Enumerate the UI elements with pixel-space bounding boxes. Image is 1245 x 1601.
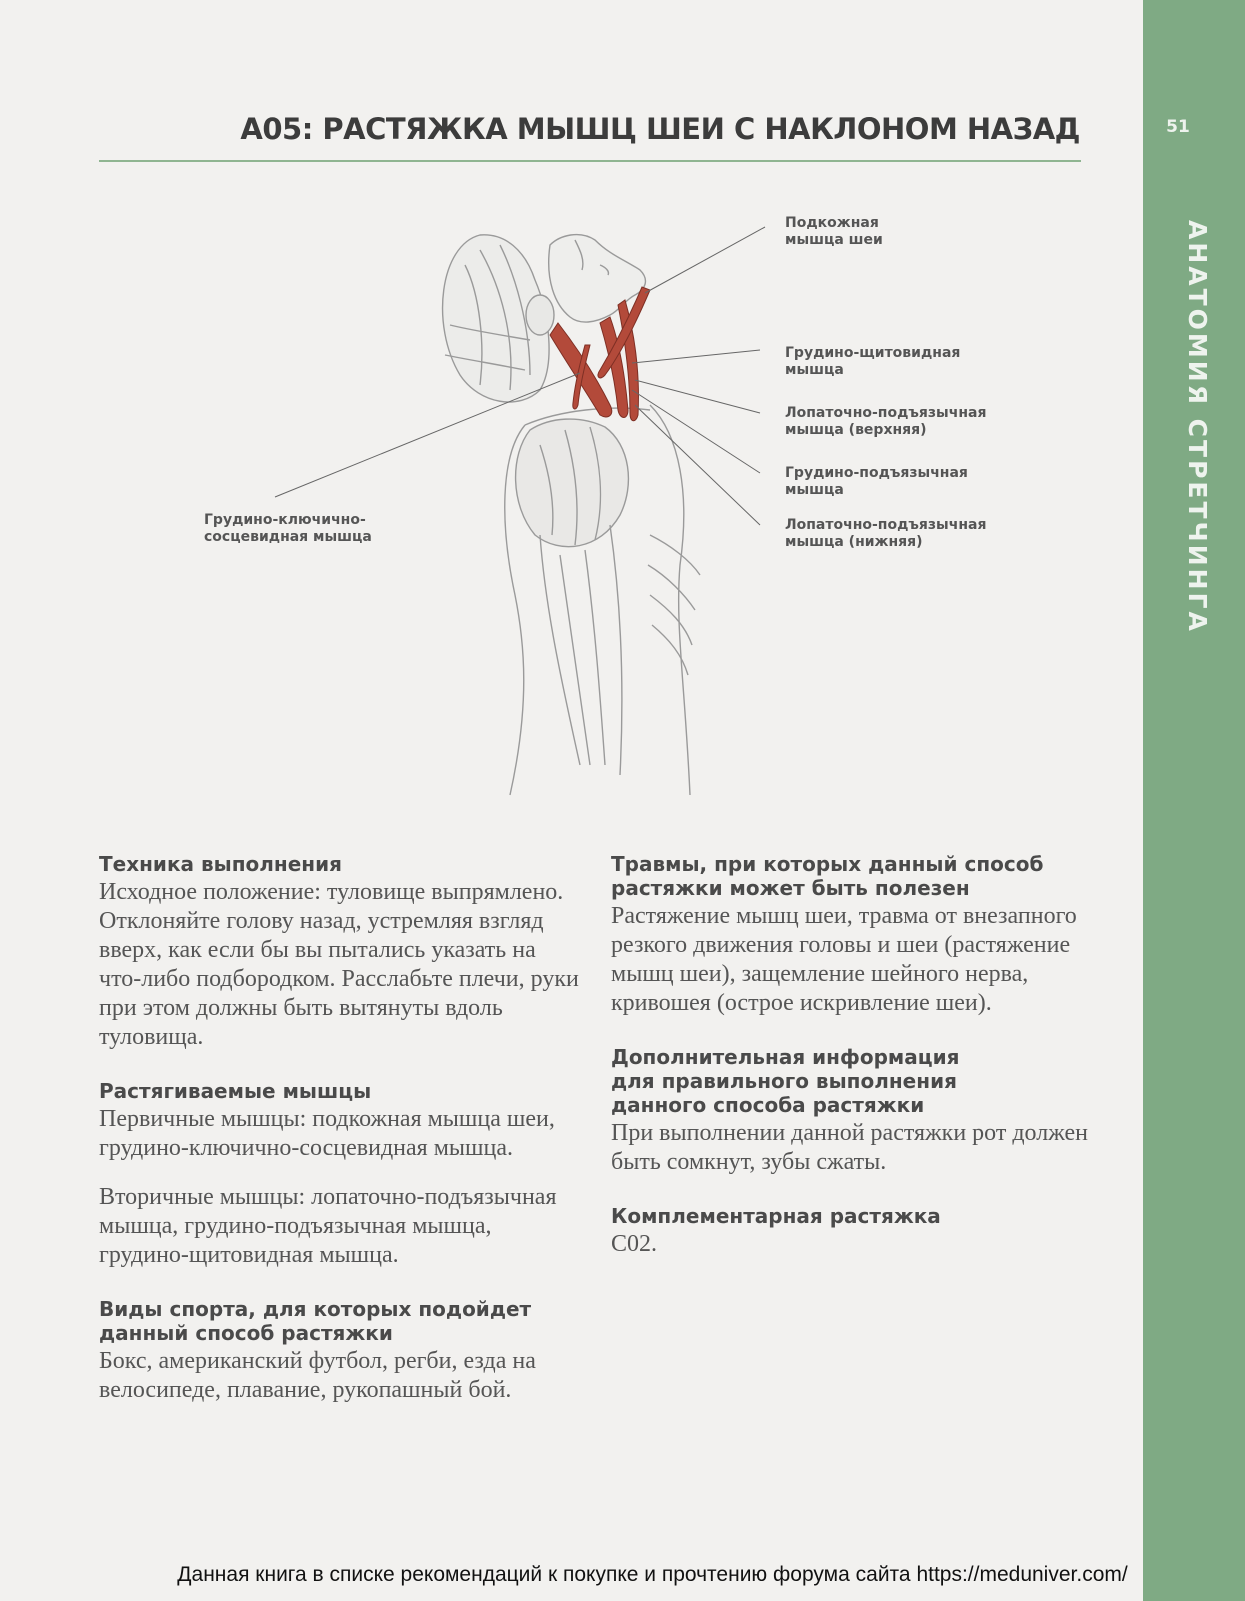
- title-divider: [99, 160, 1081, 162]
- section-tab-label: АНАТОМИЯ СТРЕТЧИНГА: [1183, 220, 1212, 634]
- label-line: Лопаточно-подъязычная: [785, 517, 987, 533]
- heading-line: для правильного выполнения: [611, 1069, 957, 1093]
- additional-text: При выполнении данной растяжки рот должен быть сомкнут, зубы сжаты.: [611, 1120, 1088, 1175]
- additional-section: [611, 1045, 1091, 1177]
- label-line: Грудино-подъязычная: [785, 465, 968, 481]
- label-line: Лопаточно-подъязычная: [785, 405, 987, 421]
- sports-heading: [99, 1297, 579, 1345]
- technique-section: [99, 852, 579, 1052]
- heading-line: Травмы, при которых данный способ: [611, 852, 1044, 876]
- muscles-heading: Растягиваемые мышцы: [99, 1079, 372, 1103]
- technique-text: Исходное положение: туловище выпрямлено. Отклоняйте голову назад, устремляя взгляд вверх, как если бы вы пытались указать на что-либо подбородком. Расслабьте плечи, руки при этом должны быть вытянуты вдоль туловища.: [99, 879, 579, 1050]
- label-sternothyroid: [785, 345, 960, 379]
- label-line: Подкожная: [785, 215, 879, 231]
- label-line: мышца (верхняя): [785, 422, 927, 438]
- complementary-heading: Комплементарная растяжка: [611, 1204, 941, 1228]
- complementary-section: [611, 1204, 1091, 1259]
- sports-text: Бокс, американский футбол, регби, езда на велосипеде, плавание, рукопашный бой.: [99, 1348, 536, 1403]
- label-line: мышца: [785, 482, 844, 498]
- footer-note: Данная книга в списке рекомендаций к покупке и прочтению форума сайта https://meduniver.com/: [177, 1563, 1128, 1586]
- right-column: [611, 852, 1091, 1286]
- label-line: мышца шеи: [785, 232, 883, 248]
- technique-heading: Техника выполнения: [99, 852, 342, 876]
- secondary-muscles-text: Вторичные мышцы: лопаточно-подъязычная мышца, грудино-подъязычная мышца, грудино-щитовидная мышца.: [99, 1184, 557, 1268]
- heading-line: Дополнительная информация: [611, 1045, 960, 1069]
- label-line: Грудино-ключично-: [204, 512, 366, 528]
- injuries-heading: [611, 852, 1091, 900]
- muscles-section: [99, 1079, 579, 1270]
- additional-heading: [611, 1045, 1091, 1117]
- label-line: мышца (нижняя): [785, 534, 923, 550]
- left-column: [99, 852, 579, 1432]
- primary-muscles-text: Первичные мышцы: подкожная мышца шеи, грудино-ключично-сосцевидная мышца.: [99, 1106, 555, 1161]
- heading-line: Виды спорта, для которых подойдет: [99, 1297, 532, 1321]
- heading-line: растяжки может быть полезен: [611, 876, 970, 900]
- label-line: мышца: [785, 362, 844, 378]
- page-title: A05: РАСТЯЖКА МЫШЦ ШЕИ С НАКЛОНОМ НАЗАД: [240, 112, 1080, 146]
- label-omohyoid-lower: [785, 517, 986, 551]
- sports-section: [99, 1297, 579, 1405]
- complementary-text: C02.: [611, 1231, 658, 1257]
- face-profile: [549, 235, 646, 323]
- heading-line: данного способа растяжки: [611, 1093, 925, 1117]
- injuries-text: Растяжение мышц шеи, травма от внезапного резкого движения головы и шеи (растяжение мышц шеи), защемление шейного нерва, кривошея (острое искривление шеи).: [611, 903, 1077, 1016]
- deltoid: [516, 419, 629, 547]
- label-sternohyoid: [785, 465, 968, 499]
- page-number: 51: [1166, 117, 1190, 137]
- injuries-section: [611, 852, 1091, 1018]
- heading-line: данный способ растяжки: [99, 1321, 393, 1345]
- label-platysma: [785, 215, 883, 249]
- label-scm: [204, 512, 372, 546]
- label-line: сосцевидная мышца: [204, 529, 372, 545]
- label-line: Грудино-щитовидная: [785, 345, 961, 361]
- label-omohyoid-upper: [785, 405, 986, 439]
